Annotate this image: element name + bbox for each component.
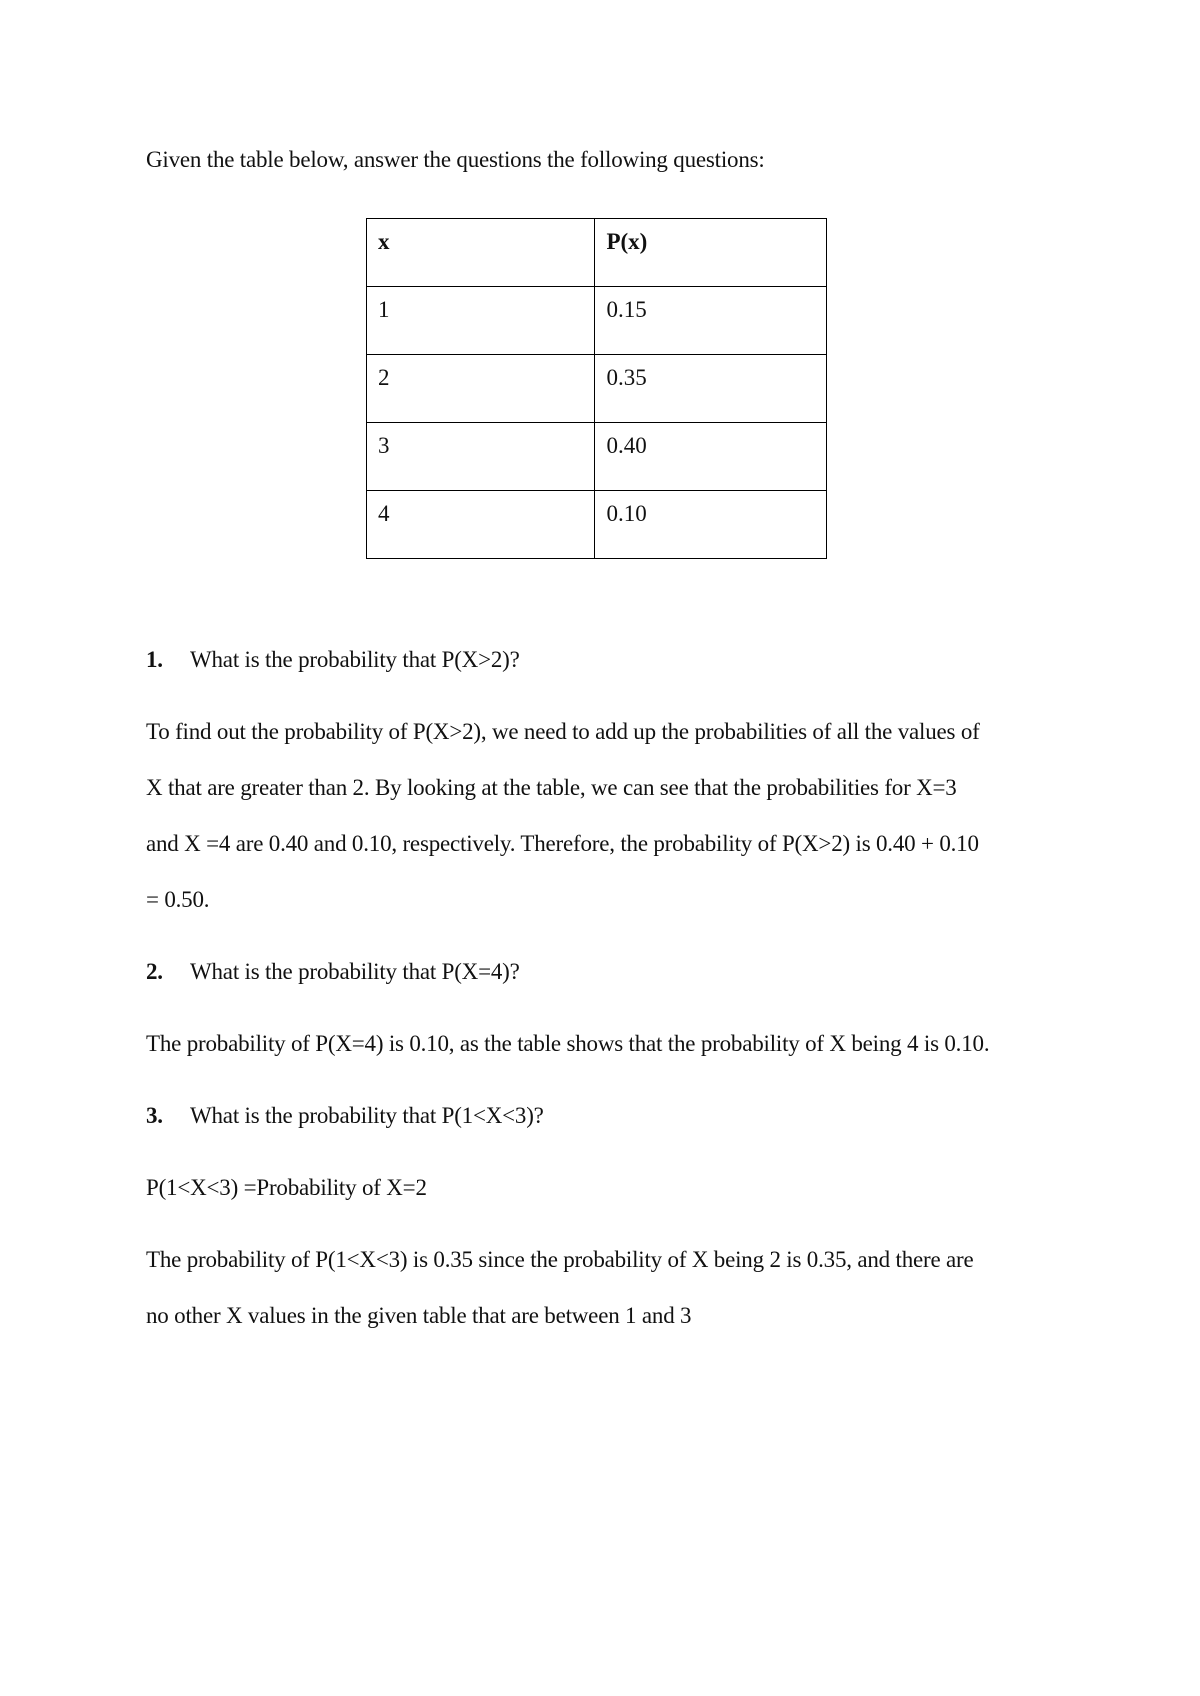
table-cell-x: 3 xyxy=(367,423,595,491)
probability-table xyxy=(366,218,827,559)
question-number: 1. xyxy=(146,647,163,672)
table-cell-x: 1 xyxy=(367,287,595,355)
table-cell-px: 0.10 xyxy=(595,491,827,559)
table-header-row xyxy=(367,219,827,287)
table-row xyxy=(367,355,827,423)
answer-3-line-2: The probability of P(1<X<3) is 0.35 since the probability of X being 2 is 0.35, and there are xyxy=(146,1247,974,1272)
table-row xyxy=(367,491,827,559)
table-header-x: x xyxy=(367,219,595,287)
answer-1-line-1: To find out the probability of P(X>2), we need to add up the probabilities of all the values of xyxy=(146,719,980,744)
table-row xyxy=(367,287,827,355)
answer-1-line-3: and X =4 are 0.40 and 0.10, respectively. Therefore, the probability of P(X>2) is 0.40 + 0.10 xyxy=(146,831,979,856)
table-cell-px: 0.15 xyxy=(595,287,827,355)
question-text: What is the probability that P(1<X<3)? xyxy=(190,1103,544,1128)
answer-3-line-3: no other X values in the given table that are between 1 and 3 xyxy=(146,1303,692,1328)
table-cell-x: 2 xyxy=(367,355,595,423)
intro-text: Given the table below, answer the questions the following questions: xyxy=(146,147,765,172)
table-cell-px: 0.35 xyxy=(595,355,827,423)
answer-1-line-2: X that are greater than 2. By looking at the table, we can see that the probabilities for X=3 xyxy=(146,775,957,800)
question-text: What is the probability that P(X=4)? xyxy=(190,959,520,984)
table-row xyxy=(367,423,827,491)
question-text: What is the probability that P(X>2)? xyxy=(190,647,520,672)
question-number: 3. xyxy=(146,1103,163,1128)
answer-3-line-1: P(1<X<3) =Probability of X=2 xyxy=(146,1175,427,1200)
question-number: 2. xyxy=(146,959,163,984)
table-header-px: P(x) xyxy=(595,219,827,287)
table-cell-x: 4 xyxy=(367,491,595,559)
answer-2-line-1: The probability of P(X=4) is 0.10, as the table shows that the probability of X being 4 is 0.10. xyxy=(146,1031,990,1056)
table-cell-px: 0.40 xyxy=(595,423,827,491)
answer-1-line-4: = 0.50. xyxy=(146,887,210,912)
